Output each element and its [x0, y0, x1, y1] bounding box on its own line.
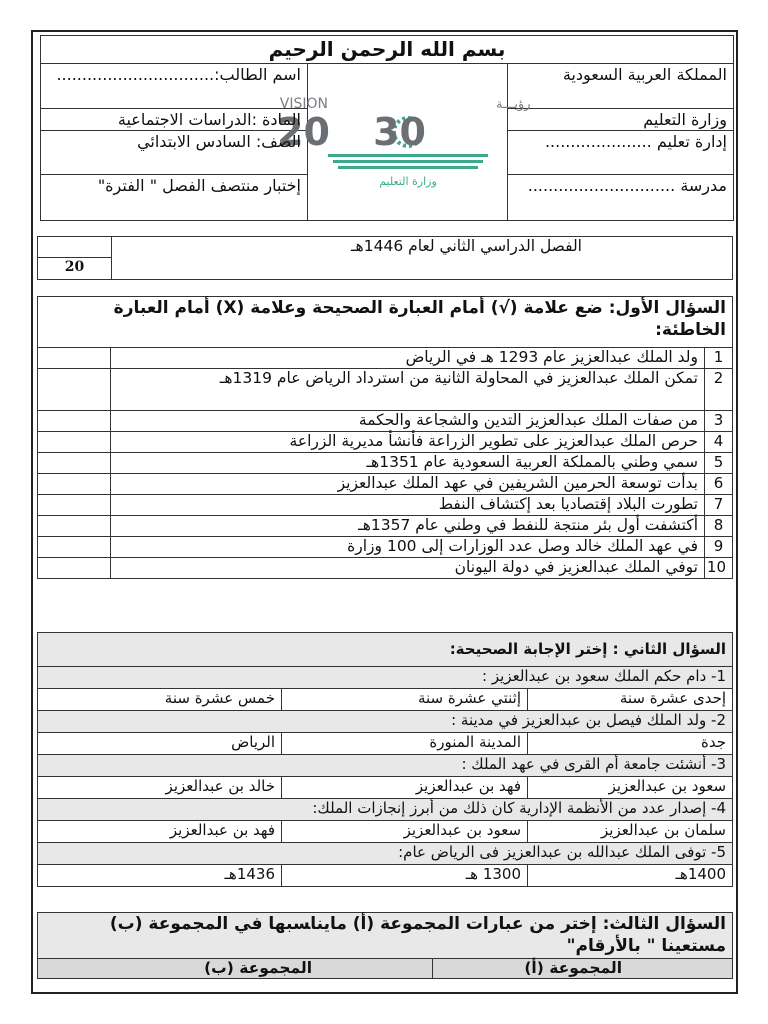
q1-answer-box[interactable] — [38, 537, 111, 558]
q1-statement: تمكن الملك عبدالعزيز في المحاولة الثانية من استرداد الرياض عام 1319هـ — [111, 369, 705, 411]
group-a-header: المجموعة (أ) — [433, 959, 733, 979]
q1-row — [38, 495, 733, 516]
q1-item-number: 8 — [705, 516, 733, 537]
question-1-table — [37, 296, 733, 579]
q1-answer-box[interactable] — [38, 432, 111, 453]
q2-options-row — [38, 777, 733, 799]
q1-row — [38, 474, 733, 495]
q2-options-row — [38, 689, 733, 711]
vision-word: VISION — [279, 95, 328, 112]
q1-row — [38, 432, 733, 453]
q1-row — [38, 516, 733, 537]
q1-row — [38, 558, 733, 579]
education-admin: إدارة تعليم ..................... — [508, 131, 734, 175]
q1-item-number: 9 — [705, 537, 733, 558]
q1-row — [38, 411, 733, 432]
q2-option-b[interactable]: 1300 هـ — [282, 865, 528, 887]
q1-statement: توفي الملك عبدالعزيز في دولة اليونان — [111, 558, 705, 579]
q2-option-c[interactable]: الرياض — [38, 733, 282, 755]
exam-type: إختبار منتصف الفصل " الفترة" — [41, 175, 308, 221]
q2-option-c[interactable]: فهد بن عبدالعزيز — [38, 821, 282, 843]
q1-item-number: 10 — [705, 558, 733, 579]
q1-item-number: 3 — [705, 411, 733, 432]
q1-item-number: 4 — [705, 432, 733, 453]
q2-options-row — [38, 865, 733, 887]
subject-label: المادة :الدراسات الاجتماعية — [41, 109, 308, 131]
question-3-table — [37, 912, 733, 979]
header-table — [40, 35, 734, 221]
vision-2030-logo — [276, 64, 531, 221]
basmala: بسم الله الرحمن الرحيم — [41, 36, 734, 64]
q2-question-row — [38, 711, 733, 733]
q2-options-row — [38, 821, 733, 843]
q1-statement: سمي وطني بالمملكة العربية السعودية عام 1351هـ — [111, 453, 705, 474]
question-2-table — [37, 632, 733, 887]
q2-option-c[interactable]: خمس عشرة سنة — [38, 689, 282, 711]
q2-question: 1- دام حكم الملك سعود بن عبدالعزيز : — [38, 667, 733, 689]
q2-question-row — [38, 755, 733, 777]
vision-logo-graphic — [276, 90, 531, 190]
q1-item-number: 5 — [705, 453, 733, 474]
q1-answer-box[interactable] — [38, 453, 111, 474]
q2-option-b[interactable]: إثنتي عشرة سنة — [282, 689, 528, 711]
q2-question-row — [38, 799, 733, 821]
q2-option-c[interactable]: خالد بن عبدالعزيز — [38, 777, 282, 799]
q1-statement: في عهد الملك خالد وصل عدد الوزارات إلى 100 وزارة — [111, 537, 705, 558]
q1-answer-box[interactable] — [38, 495, 111, 516]
q2-question: 5- توفى الملك عبدالله بن عبدالعزيز فى الرياض عام: — [38, 843, 733, 865]
school-label: مدرسة ............................. — [508, 175, 734, 221]
vision-arabic: رؤيـــة — [495, 96, 531, 112]
q1-answer-box[interactable] — [38, 516, 111, 537]
q1-answer-box[interactable] — [38, 558, 111, 579]
group-b-header: المجموعة (ب) — [38, 959, 433, 979]
grade-label: الصف: السادس الابتدائي — [41, 131, 308, 175]
q2-option-a[interactable]: 1400هـ — [528, 865, 733, 887]
q2-option-a[interactable]: سلمان بن عبدالعزيز — [528, 821, 733, 843]
q2-option-a[interactable]: سعود بن عبدالعزيز — [528, 777, 733, 799]
total-score: 20 — [38, 258, 112, 280]
q3-title: السؤال الثالث: إختر من عبارات المجموعة (أ) ماينا‍سبها في المجموعة (ب) مستعينا " بالأرقام" — [38, 913, 733, 959]
q2-option-c[interactable]: 1436هـ — [38, 865, 282, 887]
q1-statement: أكتشفت أول بئر منتجة للنفط في وطني عام 1357هـ — [111, 516, 705, 537]
ministry-logo-text: وزارة التعليم — [378, 174, 437, 188]
q1-statement: تطورت البلاد إقتصاديا بعد إكتشاف النفط — [111, 495, 705, 516]
q1-statement: ولد الملك عبدالعزيز عام 1293 هـ في الرياض — [111, 348, 705, 369]
q1-item-number: 1 — [705, 348, 733, 369]
q1-item-number: 7 — [705, 495, 733, 516]
q1-items — [38, 348, 733, 579]
q2-question-row — [38, 843, 733, 865]
term-table — [37, 236, 733, 280]
q1-answer-box[interactable] — [38, 369, 111, 411]
q2-option-a[interactable]: جدة — [528, 733, 733, 755]
term-label: الفصل الدراسي الثاني لعام 1446هـ — [112, 237, 733, 280]
q2-question-row — [38, 667, 733, 689]
q2-question: 2- ولد الملك فيصل بن عبدالعزيز في مدينة : — [38, 711, 733, 733]
q2-title: السؤال الثاني : إختر الإجابة الصحيحة: — [38, 633, 733, 667]
q1-answer-box[interactable] — [38, 411, 111, 432]
q1-row — [38, 348, 733, 369]
q2-option-b[interactable]: المدينة المنورة — [282, 733, 528, 755]
q1-row — [38, 537, 733, 558]
dots-pattern — [328, 154, 488, 169]
q1-statement: بدأت توسعة الحرمين الشريفين في عهد الملك عبدالعزيز — [111, 474, 705, 495]
q2-options-row — [38, 733, 733, 755]
q2-option-b[interactable]: سعود بن عبدالعزيز — [282, 821, 528, 843]
q1-item-number: 2 — [705, 369, 733, 411]
year-part-b: 30 — [372, 109, 426, 154]
q1-statement: من صفات الملك عبدالعزيز التدين والشجاعة والحكمة — [111, 411, 705, 432]
q1-row — [38, 453, 733, 474]
q1-statement: حرص الملك عبدالعزيز على تطوير الزراعة فأنشأ مديرية الزراعة — [111, 432, 705, 453]
q1-title: السؤال الأول: ضع علامة (√) أمام العبارة الصحيحة وعلامة (X) أمام العبارة الخاطئة: — [38, 297, 733, 348]
q1-row — [38, 369, 733, 411]
country-label: المملكة العربية السعودية — [508, 64, 734, 109]
q2-question: 4- إصدار عدد من الأنظمة الإدارية كان ذلك من أبرز إنجازات الملك: — [38, 799, 733, 821]
student-name: اسم الطالب:............................... — [41, 64, 308, 109]
score-blank — [38, 237, 112, 258]
ministry-label: وزارة التعليم — [508, 109, 734, 131]
q1-item-number: 6 — [705, 474, 733, 495]
q1-answer-box[interactable] — [38, 348, 111, 369]
year-part-a: 20 — [276, 109, 330, 154]
q2-option-b[interactable]: فهد بن عبدالعزيز — [282, 777, 528, 799]
q1-answer-box[interactable] — [38, 474, 111, 495]
q2-option-a[interactable]: إحدى عشرة سنة — [528, 689, 733, 711]
q2-question: 3- أنشئت جامعة أم القرى في عهد الملك : — [38, 755, 733, 777]
q2-items — [38, 667, 733, 887]
